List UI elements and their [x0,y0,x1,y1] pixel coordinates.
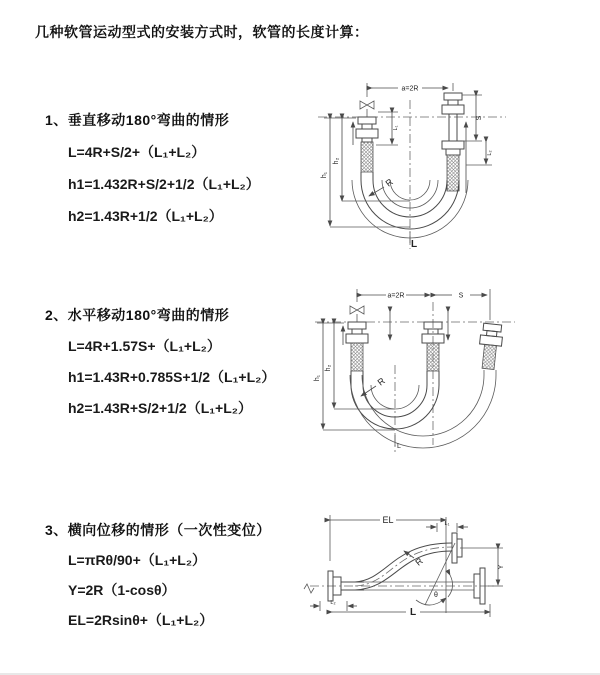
section-2-formula-L: L=4R+1.57S+（L₁+L₂） [68,338,221,354]
section-2-formula-h2: h2=1.43R+S/2+1/2（L₁+L₂） [68,400,252,416]
label-l: L [410,239,418,250]
braided-hose-right [482,344,496,369]
section-2-heading: 2、水平移动180°弯曲的情形 [45,307,230,323]
pipe-fitting-left [356,117,378,172]
label-l: L [397,443,401,450]
pipe-break-symbol [304,584,314,593]
label-r: R [383,176,395,189]
braided-hose-middle [427,343,439,371]
label-l1: L₁ [444,521,450,527]
label-r: R [375,375,387,388]
label-a2r: a=2R [387,292,405,300]
pipe-fitting-right [477,323,504,370]
label-r: R [413,555,425,568]
label-theta: θ [434,592,438,599]
valve-icon [350,306,364,322]
label-el: EL [382,515,394,525]
dim-a2r [367,83,453,97]
label-s: S [476,115,483,121]
dim-l1 [426,521,468,532]
section-1-formula-h1: h1=1.432R+S/2+1/2（L₁+L₂） [68,176,260,192]
label-l: L [409,607,417,618]
section-1-formula-L: L=4R+S/2+（L₁+L₂） [68,144,206,160]
section-2-formula-h1: h1=1.43R+0.785S+1/2（L₁+L₂） [68,369,276,385]
label-s: S [458,292,464,300]
pipe-fitting-left [346,322,368,371]
valve-icon [360,101,374,117]
dim-l2 [466,142,493,165]
label-y: Y [498,564,505,570]
label-h2: h₂ [325,364,332,372]
radius-callout [361,375,387,396]
diagram-vertical-180-bend [310,75,580,255]
label-l2: L₂ [330,600,336,606]
label-h1: h₁ [321,171,328,179]
braided-hose-left [351,343,363,371]
braided-hose-right [447,155,459,191]
section-3-formula-L: L=πRθ/90+（L₁+L₂） [68,552,207,568]
dim-s [462,95,483,141]
section-1-heading: 1、垂直移动180°弯曲的情形 [45,112,230,128]
dim-l2 [310,600,357,611]
dim-s [436,293,487,300]
dim-h1 [314,323,395,430]
hose-s-curve [355,543,452,590]
section-1-formula-h2: h2=1.43R+1/2（L₁+L₂） [68,208,223,224]
section-3-heading: 3、横向位移的情形（一次性变位） [45,522,271,538]
label-h2: h₂ [333,157,340,165]
dim-h1 [321,118,410,227]
label-a2r: a=2R [401,85,419,93]
radius-callout [404,551,425,568]
page-title: 几种软管运动型式的安装方式时，软管的长度计算： [35,24,369,40]
braided-hose-left [361,142,373,172]
pipe-fitting-middle [422,322,444,371]
label-l2: L₂ [487,150,493,156]
dim-y [460,548,505,586]
diagram-horizontal-180-bend [310,280,580,460]
label-l1: L₁ [393,125,399,131]
dim-a2r [357,289,490,320]
diagram-lateral-displacement [300,505,590,645]
label-h1: h₁ [314,374,321,382]
pipe-fitting-right-lower [442,141,464,191]
section-3-formula-EL: EL=2Rsinθ+（L₁+L₂） [68,612,214,628]
section-3-formula-Y: Y=2R（1-cosθ） [68,582,176,598]
